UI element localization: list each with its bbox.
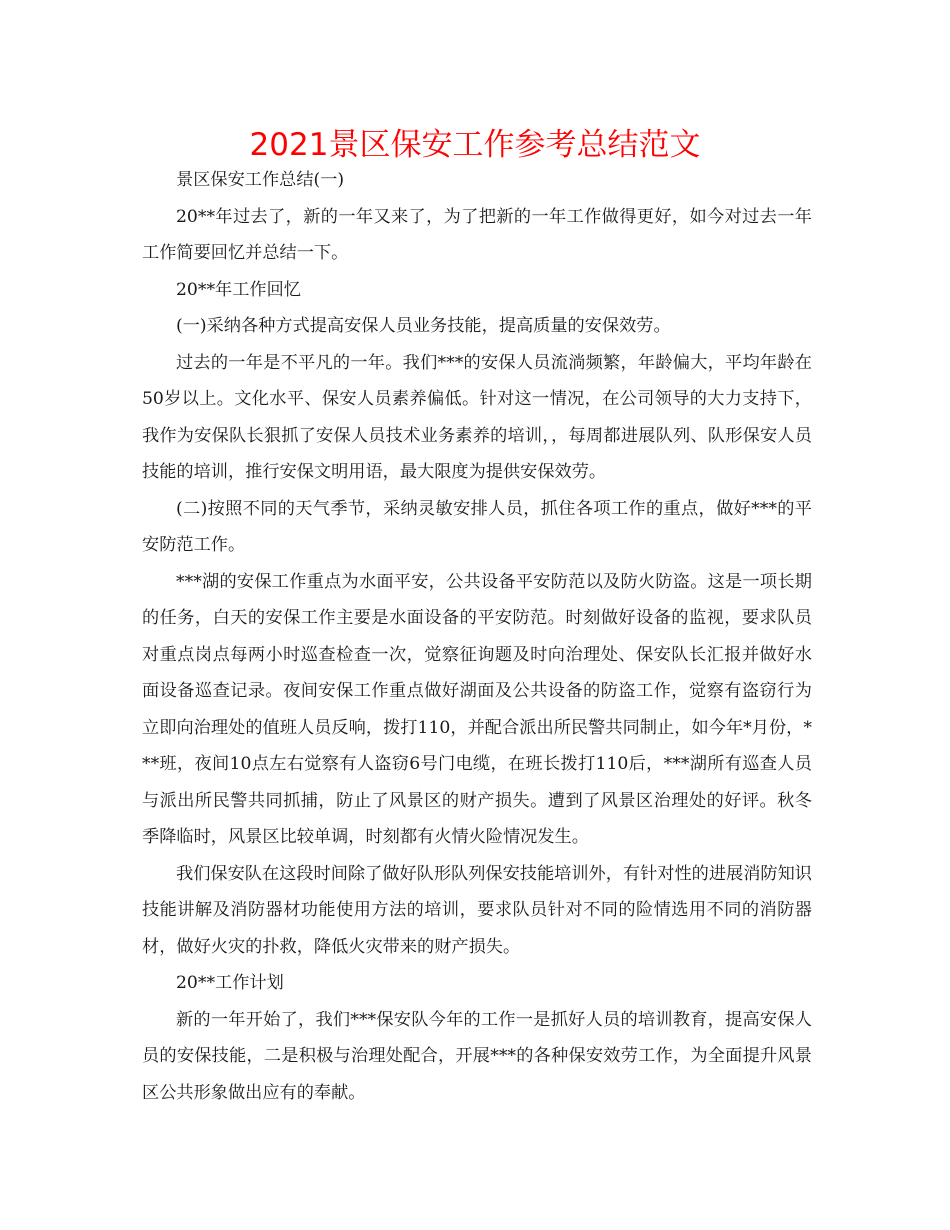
document-body bbox=[142, 162, 812, 1111]
paragraph-plan: 新的一年开始了，我们***保安队今年的工作一是抓好人员的培训教育，提高安保人员的安保技能，二是积极与治理处配合，开展***的各种保安效劳工作，为全面提升风景区公共形象做出应有的奉献。 bbox=[142, 1009, 812, 1103]
document-title: 2021景区保安工作参考总结范文 bbox=[249, 127, 701, 163]
section-heading-review: 20**年工作回忆 bbox=[176, 279, 301, 300]
paragraph-lake-security: ***湖的安保工作重点为水面平安，公共设备平安防范以及防火防盗。这是一项长期的任务，白天的安保工作主要是水面设备的平安防范。时刻做好设备的监视，要求队员对重点岗点每两小时巡查检查一次，觉察征询题及时向治理处、保安队长汇报并做好水面设备巡查记录。夜间安保工作重点做好湖面及公共设备的防盗工作，觉察有盗窃行为立即向治理处的值班人员反响，拨打110，并配合派出所民警共同制止，如今年*月份，***班，夜间10点左右觉察有人盗窃6号门电缆，在班长拨打110后，***湖所有巡查人员与派出所民警共同抓捕，防止了风景区的财产损失。遭到了风景区治理处的好评。秋冬季降临时，风景区比较单调，时刻都有火情火险情况发生。 bbox=[142, 571, 812, 847]
intro-paragraph: 20**年过去了，新的一年又来了，为了把新的一年工作做得更好，如今对过去一年工作简要回忆并总结一下。 bbox=[142, 206, 812, 263]
subheading-skills: (一)采纳各种方式提高安保人员业务技能，提高质量的安保效劳。 bbox=[176, 316, 671, 336]
subheading-seasons: (二)按照不同的天气季节，采纳灵敏安排人员，抓住各项工作的重点，做好***的平安防范工作。 bbox=[142, 498, 812, 555]
section-heading-plan: 20**工作计划 bbox=[176, 973, 284, 993]
paragraph-fire-training: 我们保安队在这段时间除了做好队形队列保安技能培训外，有针对性的进展消防知识技能讲解及消防器材功能使用方法的培训，要求队员针对不同的险情选用不同的消防器材，做好火灾的扑救，降低火灾带来的财产损失。 bbox=[142, 863, 812, 957]
section-heading-summary-one: 景区保安工作总结(一) bbox=[176, 170, 345, 190]
paragraph-training: 过去的一年是不平凡的一年。我们***的安保人员流淌频繁，年龄偏大，平均年龄在50岁以上。文化水平、保安人员素养偏低。针对这一情况，在公司领导的大力支持下，我作为安保队长狠抓了安保人员技术业务素养的培训，，每周都进展队列、队形保安人员技能的培训，推行安保文明用语，最大限度为提供安保效劳。 bbox=[142, 352, 812, 482]
